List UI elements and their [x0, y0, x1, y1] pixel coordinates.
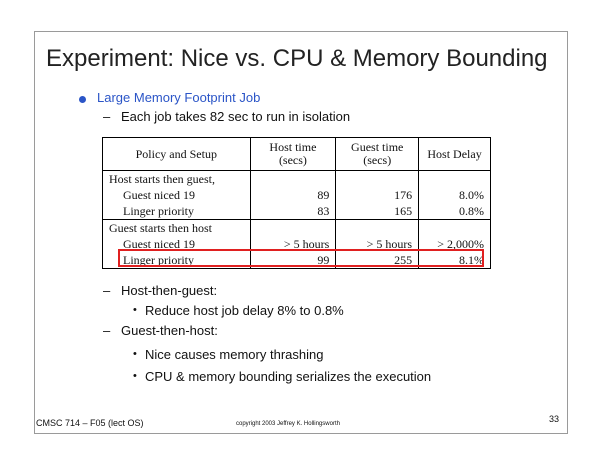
results-table [102, 137, 491, 269]
host-delay-cell: > 2,000% [419, 236, 491, 252]
table-row [103, 203, 491, 220]
header-host-delay: Host Delay [419, 138, 491, 171]
host-delay-cell: 8.1% [419, 252, 491, 269]
bullet-large-memory: Large Memory Footprint Job [97, 90, 261, 105]
point-cpu-memory-bounding: CPU & memory bounding serializes the execution [145, 369, 432, 384]
group-label: Host starts then guest, [103, 171, 251, 188]
bullet-dot-icon: • [133, 348, 137, 360]
dash-marker: – [103, 323, 111, 338]
table-row [103, 236, 491, 252]
page-number: 33 [549, 414, 560, 424]
header-policy: Policy and Setup [103, 138, 251, 171]
host-time-cell: > 5 hours [250, 236, 336, 252]
host-time-cell: 89 [250, 187, 336, 203]
point-reduce-delay: Reduce host job delay 8% to 0.8% [145, 303, 344, 318]
bullet-dot-icon: • [133, 370, 137, 382]
footer-copyright: copyright 2003 Jeffrey K. Hollingsworth [236, 421, 340, 427]
slide-title: Experiment: Nice vs. CPU & Memory Bounding [46, 45, 548, 72]
row-label: Linger priority [103, 203, 251, 220]
header-guest-time: Guest time (secs) [336, 138, 419, 171]
host-delay-cell: 8.0% [419, 187, 491, 203]
bullet-dot-icon: • [133, 304, 137, 316]
bullet-dot-icon [79, 96, 86, 103]
dash-marker: – [103, 283, 111, 298]
table-row [103, 252, 491, 269]
footer-course: CMSC 714 – F05 (lect OS) [36, 418, 144, 428]
sub-bullet-isolation: Each job takes 82 sec to run in isolation [121, 109, 351, 124]
group-label-row [103, 171, 491, 188]
table-header-row [103, 138, 491, 171]
host-delay-cell: 0.8% [419, 203, 491, 220]
host-time-cell: 83 [250, 203, 336, 220]
point-host-then-guest: Host-then-guest: [121, 283, 218, 298]
guest-time-cell: > 5 hours [336, 236, 419, 252]
table-row [103, 187, 491, 203]
row-label: Guest niced 19 [103, 236, 251, 252]
group-label-row [103, 220, 491, 237]
guest-time-cell: 165 [336, 203, 419, 220]
row-label: Guest niced 19 [103, 187, 251, 203]
group-label: Guest starts then host [103, 220, 251, 237]
host-time-cell: 99 [250, 252, 336, 269]
point-nice-thrashing: Nice causes memory thrashing [145, 347, 324, 362]
row-label: Linger priority [103, 252, 251, 269]
dash-marker: – [103, 109, 111, 124]
point-guest-then-host: Guest-then-host: [121, 323, 218, 338]
guest-time-cell: 255 [336, 252, 419, 269]
guest-time-cell: 176 [336, 187, 419, 203]
header-host-time: Host time (secs) [250, 138, 336, 171]
